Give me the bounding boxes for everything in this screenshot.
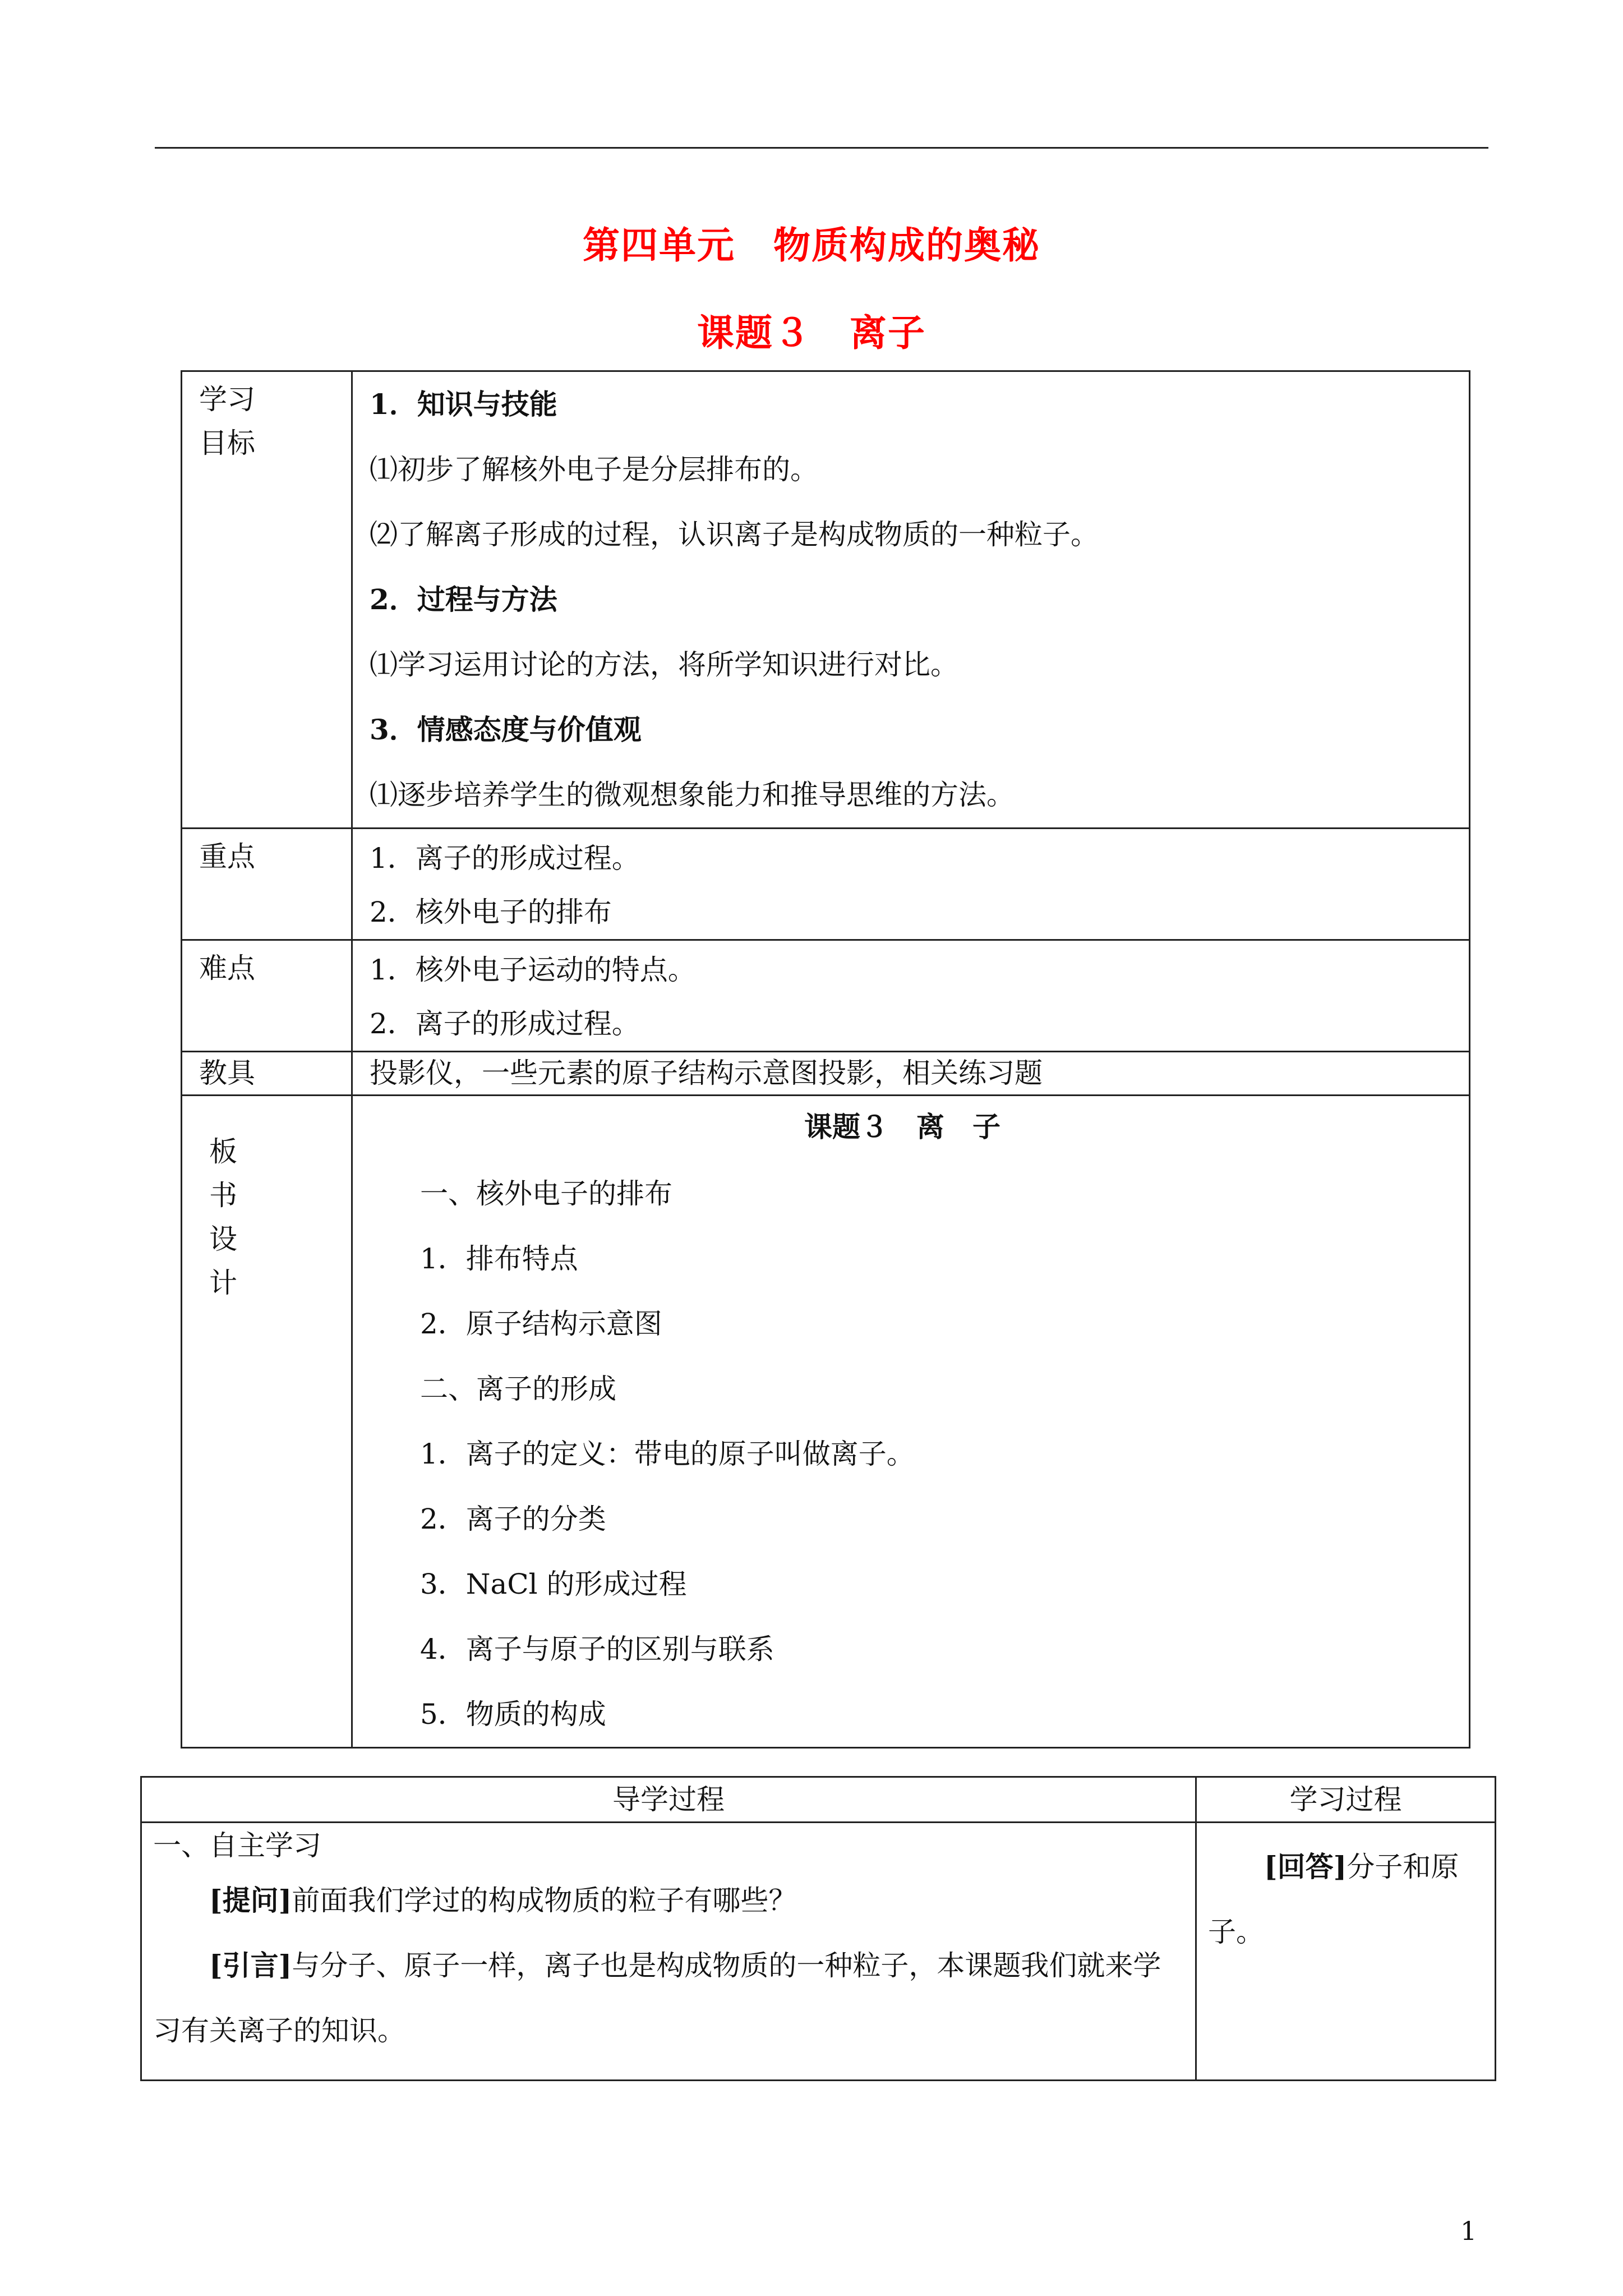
objective-item: ⑴逐步培养学生的微观想象能力和推导思维的方法。 (370, 779, 1015, 811)
question-paragraph (153, 1868, 1184, 1933)
board-line: 3．NaCl 的形成过程 (420, 1568, 687, 1600)
board-line: 1．排布特点 (420, 1243, 578, 1275)
board-line: 二、离子的形成 (420, 1373, 616, 1405)
unit-title: 第四单元 物质构成的奥秘 (583, 223, 1040, 267)
difficulty-item: 1．核外电子运动的特点。 (370, 954, 696, 986)
objective-item: ⑵了解离子形成的过程，认识离子是构成物质的一种粒子。 (370, 518, 1099, 551)
board-title: 课题３ 离 子 (804, 1110, 1000, 1143)
board-line: 1．离子的定义：带电的原子叫做离子。 (420, 1438, 915, 1470)
lesson-title: 课题３ 离子 (697, 311, 926, 355)
board-design-label: 板 书 设 计 (182, 1096, 352, 1748)
answer-tag: [回答] (1264, 1850, 1347, 1883)
guide-main-cell (141, 1823, 1196, 2081)
objectives-label: 学习 目标 (182, 371, 352, 829)
tools-content: 投影仪，一些元素的原子结构示意图投影，相关练习题 (352, 1052, 1470, 1096)
intro-text: 与分子、原子一样，离子也是构成物质的一种粒子，本课题我们就来学习有关离子的知识。 (153, 1949, 1161, 2047)
page-number: 1 (1460, 2216, 1477, 2246)
objective-heading: 2．过程与方法 (370, 583, 557, 616)
difficulties-label: 难点 (182, 940, 352, 1052)
intro-tag: [引言] (209, 1949, 292, 1982)
lesson-info-table (181, 370, 1470, 1749)
board-line: 2．原子结构示意图 (420, 1308, 662, 1340)
board-design-content (352, 1096, 1470, 1748)
tools-label: 教具 (182, 1052, 352, 1096)
key-points-content (352, 829, 1470, 940)
header-rule (155, 147, 1488, 149)
board-line: 4．离子与原子的区别与联系 (420, 1633, 774, 1665)
intro-paragraph (153, 1933, 1184, 2063)
answer-text: 分子和原子。 (1208, 1851, 1459, 1948)
board-line: 5．物质的构成 (420, 1698, 606, 1731)
difficulty-item: 2．离子的形成过程。 (370, 1007, 640, 1040)
answer-paragraph (1208, 1834, 1483, 1964)
guide-header-main: 导学过程 (141, 1777, 1196, 1823)
section-heading: 一、自主学习 (153, 1829, 321, 1862)
guide-table (140, 1776, 1496, 2081)
difficulties-content (352, 940, 1470, 1052)
key-points-label: 重点 (182, 829, 352, 940)
board-line: 一、核外电子的排布 (420, 1177, 672, 1210)
objective-item: ⑴初步了解核外电子是分层排布的。 (370, 453, 818, 486)
objective-item: ⑴学习运用讨论的方法，将所学知识进行对比。 (370, 648, 958, 681)
key-point-item: 1．离子的形成过程。 (370, 842, 640, 875)
objectives-content (352, 371, 1470, 829)
guide-side-cell (1196, 1823, 1496, 2081)
question-text: 前面我们学过的构成物质的粒子有哪些？ (292, 1884, 797, 1917)
objective-heading: 3．情感态度与价值观 (370, 713, 642, 746)
objective-heading: 1．知识与技能 (370, 388, 557, 421)
board-line: 2．离子的分类 (420, 1503, 606, 1535)
key-point-item: 2．核外电子的排布 (370, 896, 612, 928)
guide-header-side: 学习过程 (1196, 1777, 1496, 1823)
question-tag: [提问] (209, 1884, 292, 1917)
